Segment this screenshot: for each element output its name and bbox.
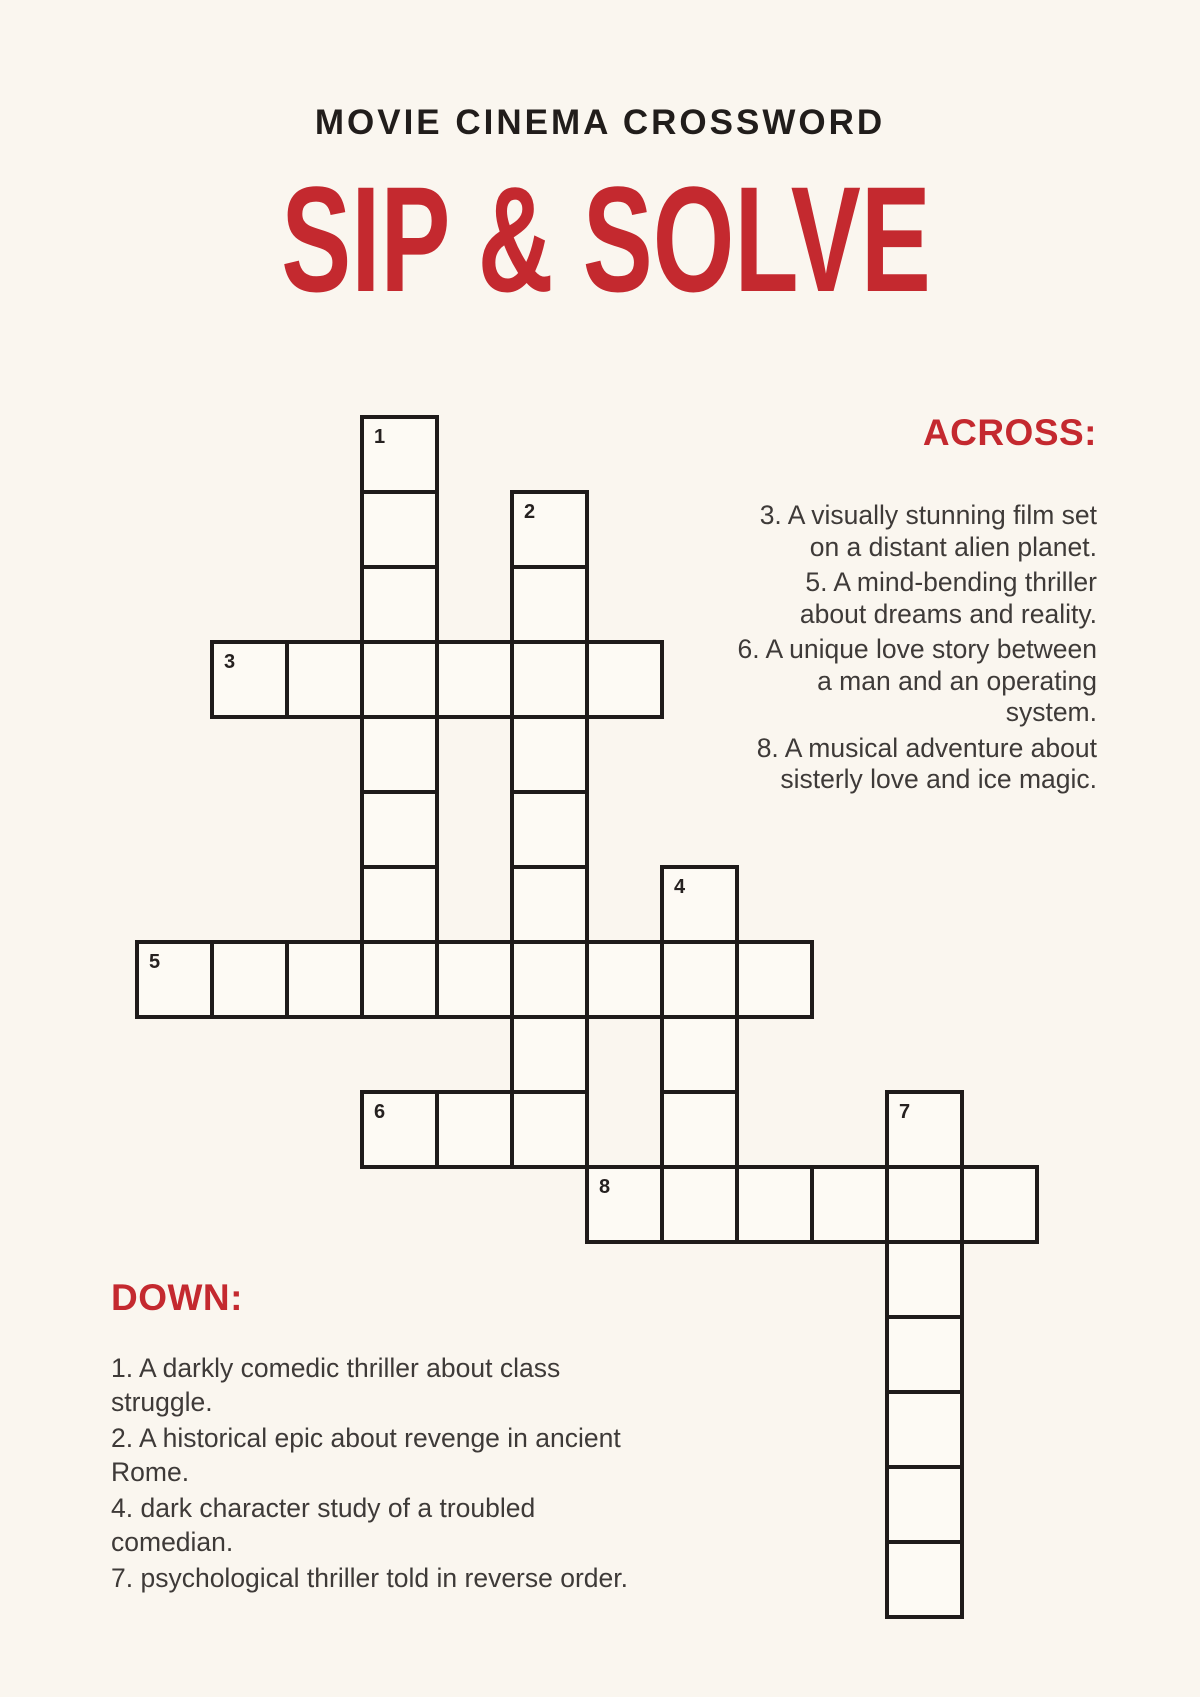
page-title: SIP & SOLVE (281, 155, 931, 323)
grid-cell[interactable] (885, 1465, 964, 1544)
clue (738, 500, 1097, 563)
grid-cell[interactable] (360, 715, 439, 794)
clue (111, 1351, 628, 1419)
page-title-wrap (0, 155, 1200, 362)
grid-cell[interactable] (660, 940, 739, 1019)
cell-number: 4 (674, 876, 686, 898)
grid-cell[interactable] (360, 490, 439, 569)
cell-number: 3 (224, 651, 236, 673)
cell-number: 1 (374, 426, 386, 448)
grid-cell[interactable] (510, 790, 589, 869)
grid-cell[interactable] (285, 640, 364, 719)
grid-cell[interactable] (135, 940, 214, 1019)
grid-cell[interactable] (510, 715, 589, 794)
clue-line: comedian. (111, 1527, 234, 1557)
grid-cell[interactable] (435, 1090, 514, 1169)
clue-line: 3. A visually stunning film set (759, 500, 1097, 530)
grid-cell[interactable] (210, 640, 289, 719)
down-clues (111, 1351, 628, 1595)
grid-cell[interactable] (885, 1540, 964, 1619)
clue-line: about dreams and reality. (799, 598, 1097, 629)
grid-cell[interactable] (585, 640, 664, 719)
cell-number: 8 (599, 1176, 611, 1198)
down-heading: DOWN: (111, 1277, 243, 1318)
grid-cell[interactable] (660, 1165, 739, 1244)
clue-line: 7. psychological thriller told in reverse order. (111, 1563, 628, 1593)
grid-cell[interactable] (810, 1165, 889, 1244)
across-clues (738, 500, 1097, 796)
clue (738, 733, 1097, 796)
grid-cell[interactable] (360, 940, 439, 1019)
grid-cell[interactable] (435, 640, 514, 719)
grid-cell[interactable] (510, 1090, 589, 1169)
clue-line: 6. A unique love story between (737, 634, 1097, 664)
down-section (111, 1276, 628, 1597)
grid-cell[interactable] (885, 1240, 964, 1319)
clue-line: a man and an operating (817, 665, 1097, 696)
grid-cell[interactable] (510, 865, 589, 944)
grid-cell[interactable] (210, 940, 289, 1019)
grid-cell[interactable] (585, 1165, 664, 1244)
grid-cell[interactable] (510, 1015, 589, 1094)
cell-number: 6 (374, 1101, 386, 1123)
cell-number: 5 (149, 951, 161, 973)
grid-cell[interactable] (735, 1165, 814, 1244)
clue (111, 1421, 628, 1489)
grid-cell[interactable] (510, 565, 589, 644)
grid-cell[interactable] (360, 865, 439, 944)
clue (738, 567, 1097, 630)
across-heading: ACROSS: (922, 412, 1097, 453)
clue-line: 2. A historical epic about revenge in ancient (111, 1423, 621, 1453)
clue-line: on a distant alien planet. (809, 531, 1097, 562)
clue-line: 1. A darkly comedic thriller about class (111, 1353, 561, 1383)
grid-cell[interactable] (660, 1090, 739, 1169)
clue-line: Rome. (111, 1457, 190, 1487)
grid-cell[interactable] (660, 1015, 739, 1094)
grid-cell[interactable] (510, 490, 589, 569)
cell-number: 2 (524, 501, 536, 523)
grid-cell[interactable] (360, 640, 439, 719)
grid-cell[interactable] (885, 1165, 964, 1244)
clue-line: 5. A mind-bending thriller (805, 567, 1097, 597)
clue-line: 4. dark character study of a troubled (111, 1493, 536, 1523)
clue-line: system. (1005, 697, 1097, 727)
grid-cell[interactable] (660, 865, 739, 944)
grid-cell[interactable] (360, 565, 439, 644)
clue (111, 1491, 628, 1559)
clue-line: sisterly love and ice magic. (780, 764, 1097, 794)
cell-number: 7 (899, 1101, 911, 1123)
grid-cell[interactable] (510, 940, 589, 1019)
kicker-title: MOVIE CINEMA CROSSWORD (314, 103, 886, 142)
grid-cell[interactable] (885, 1390, 964, 1469)
grid-cell[interactable] (885, 1315, 964, 1394)
grid-cell[interactable] (585, 940, 664, 1019)
clue-line: 8. A musical adventure about (756, 732, 1097, 763)
grid-cell[interactable] (360, 1090, 439, 1169)
clue (738, 634, 1097, 729)
across-section (738, 411, 1097, 800)
grid-cell[interactable] (360, 790, 439, 869)
grid-cell[interactable] (435, 940, 514, 1019)
grid-cell[interactable] (735, 940, 814, 1019)
clue (111, 1561, 628, 1595)
grid-cell[interactable] (960, 1165, 1039, 1244)
grid-cell[interactable] (360, 415, 439, 494)
grid-cell[interactable] (285, 940, 364, 1019)
grid-cell[interactable] (885, 1090, 964, 1169)
clue-line: struggle. (111, 1387, 213, 1417)
grid-cell[interactable] (510, 640, 589, 719)
